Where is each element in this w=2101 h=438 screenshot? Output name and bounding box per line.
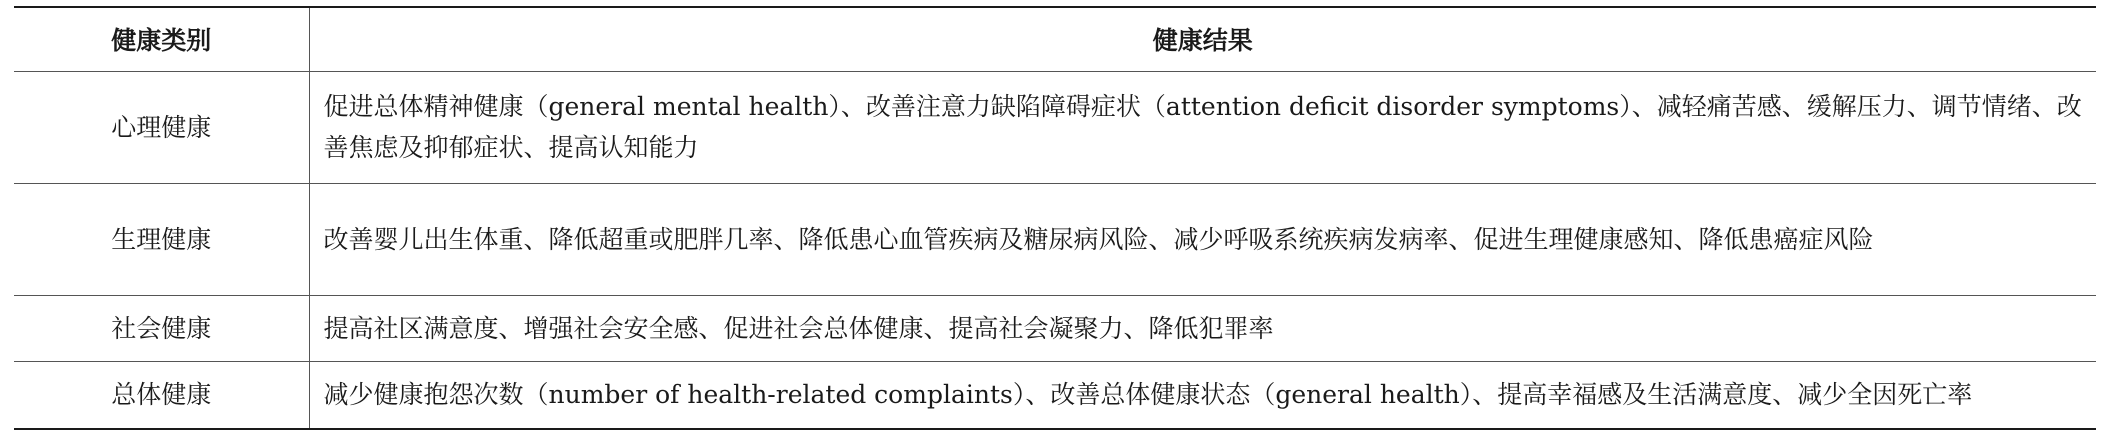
table-row	[14, 361, 2096, 429]
table-row	[14, 183, 2096, 295]
category-cell: 总体健康	[14, 361, 309, 429]
result-cell: 改善婴儿出生体重、降低超重或肥胖几率、降低患心血管疾病及糖尿病风险、减少呼吸系统疾病发病率、促进生理健康感知、降低患癌症风险	[309, 183, 2096, 295]
category-cell: 心理健康	[14, 71, 309, 183]
header-health-result: 健康结果	[1152, 26, 1253, 56]
category-cell: 生理健康	[14, 183, 309, 295]
table-header-row	[14, 7, 2096, 71]
header-health-category: 健康类别	[14, 7, 309, 71]
health-outcomes-table	[14, 6, 2096, 430]
health-outcomes-table-container	[14, 6, 2096, 430]
table-row	[14, 295, 2096, 361]
result-cell: 减少健康抱怨次数（number of health-related complaints）、改善总体健康状态（general health）、提高幸福感及生活满意度、减少全因死亡率	[309, 361, 2096, 429]
category-cell: 社会健康	[14, 295, 309, 361]
result-cell: 提高社区满意度、增强社会安全感、促进社会总体健康、提高社会凝聚力、降低犯罪率	[309, 295, 2096, 361]
table-row	[14, 71, 2096, 183]
result-cell: 促进总体精神健康（general mental health）、改善注意力缺陷障碍症状（attention deficit disorder symptoms）、减轻痛苦感、缓解压力、调节情绪、改善焦虑及抑郁症状、提高认知能力	[309, 71, 2096, 183]
